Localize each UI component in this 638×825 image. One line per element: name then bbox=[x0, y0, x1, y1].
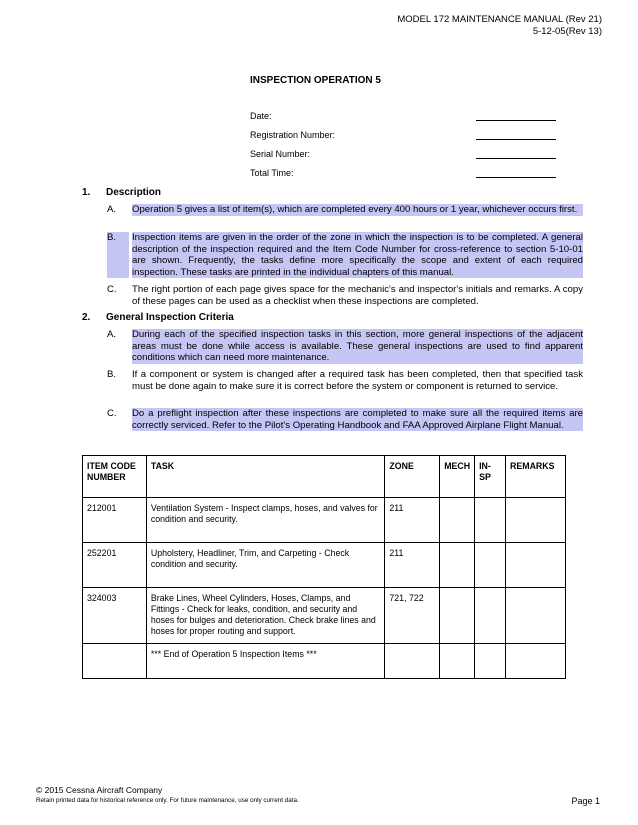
date-blank[interactable] bbox=[476, 110, 556, 121]
col-header-mech: MECH bbox=[440, 456, 475, 498]
registration-number-field bbox=[250, 121, 556, 140]
table-header-row bbox=[83, 456, 566, 498]
table-row bbox=[83, 588, 566, 644]
registration-number-blank[interactable] bbox=[476, 129, 556, 140]
date-field bbox=[250, 102, 556, 121]
zone-cell: 211 bbox=[385, 498, 440, 543]
copyright-notice: © 2015 Cessna Aircraft Company bbox=[36, 785, 163, 795]
table-end-row bbox=[83, 644, 566, 679]
item-text: Do a preflight inspection after these inspections are completed to make sure all the required items are correctly serviced. Refer to the Pilot's Operating Handbook and FAA Approved Airplane Flight Manual. bbox=[132, 408, 583, 431]
item-text: If a component or system is changed after a required task has been completed, then that specified task must be done again to make sure it is correct before the system or component is returned to service. bbox=[132, 369, 583, 392]
item-code-cell: 212001 bbox=[83, 498, 147, 543]
mech-cell[interactable] bbox=[440, 543, 475, 588]
page-number: Page 1 bbox=[571, 796, 600, 806]
col-header-remarks: REMARKS bbox=[506, 456, 566, 498]
zone-cell bbox=[385, 644, 440, 679]
task-cell: Upholstery, Headliner, Trim, and Carpeting - Check condition and security. bbox=[146, 543, 385, 588]
criteria-item-a bbox=[107, 329, 583, 364]
section-heading-description bbox=[82, 187, 161, 198]
total-time-blank[interactable] bbox=[476, 167, 556, 178]
serial-number-blank[interactable] bbox=[476, 148, 556, 159]
item-letter: A. bbox=[107, 329, 117, 340]
remarks-cell[interactable] bbox=[506, 498, 566, 543]
section-title: General Inspection Criteria bbox=[106, 312, 234, 323]
section-title: Description bbox=[106, 187, 162, 198]
item-text: During each of the specified inspection tasks in this section, more general inspections of the adjacent areas must be done while access is available. These general inspections are used to find apparent conditions which can need more maintenance. bbox=[132, 329, 583, 364]
section-number: 1. bbox=[82, 187, 91, 198]
zone-cell: 721, 722 bbox=[385, 588, 440, 644]
registration-number-label: Registration Number: bbox=[250, 130, 336, 140]
remarks-cell bbox=[506, 644, 566, 679]
mech-cell bbox=[440, 644, 475, 679]
task-cell: Brake Lines, Wheel Cylinders, Hoses, Clamps, and Fittings - Check for leaks, condition, and security and hoses for bulges and deterioration. Check brake lines and hoses for proper routing and support. bbox=[146, 588, 385, 644]
record-fields bbox=[250, 102, 556, 178]
item-text: The right portion of each page gives space for the mechanic's and inspector's initials and remarks. A copy of these pages can be used as a checklist when these inspections are completed. bbox=[132, 284, 583, 307]
section-heading-general-inspection-criteria bbox=[82, 312, 234, 323]
description-item-b bbox=[107, 232, 583, 278]
description-item-c bbox=[107, 284, 583, 307]
item-code-cell: 252201 bbox=[83, 543, 147, 588]
serial-number-field bbox=[250, 140, 556, 159]
retention-notice: Retain printed data for historical reference only. For future maintenance, use only current data. bbox=[36, 797, 299, 804]
item-letter: B. bbox=[107, 369, 117, 380]
item-letter: C. bbox=[107, 408, 117, 419]
section-number: 2. bbox=[82, 312, 91, 323]
total-time-label: Total Time: bbox=[250, 168, 294, 178]
table-row bbox=[83, 498, 566, 543]
serial-number-label: Serial Number: bbox=[250, 149, 311, 159]
insp-cell bbox=[475, 644, 506, 679]
item-code-cell: 324003 bbox=[83, 588, 147, 644]
mech-cell[interactable] bbox=[440, 588, 475, 644]
item-letter: B. bbox=[107, 232, 129, 278]
section-revision: 5-12-05(Rev 13) bbox=[532, 26, 602, 37]
total-time-field bbox=[250, 159, 556, 178]
running-header bbox=[397, 14, 602, 38]
item-code-cell bbox=[83, 644, 147, 679]
page-title: INSPECTION OPERATION 5 bbox=[250, 75, 381, 86]
item-text: Inspection items are given in the order of the zone in which the inspection is to be completed. A general description of the inspection required and the Item Code Number for cross-reference to section 5-10-01 are shown. Frequently, the tasks define more specifically the scope and extent of each required inspection. These tasks are printed in the individual chapters of this manual. bbox=[132, 232, 583, 278]
item-letter: A. bbox=[107, 204, 117, 215]
remarks-cell[interactable] bbox=[506, 588, 566, 644]
criteria-item-b bbox=[107, 369, 583, 392]
manual-title: MODEL 172 MAINTENANCE MANUAL (Rev 21) bbox=[397, 14, 602, 25]
criteria-item-c bbox=[107, 408, 583, 431]
remarks-cell[interactable] bbox=[506, 543, 566, 588]
insp-cell[interactable] bbox=[475, 543, 506, 588]
date-label: Date: bbox=[250, 111, 272, 121]
mech-cell[interactable] bbox=[440, 498, 475, 543]
col-header-item-code: ITEM CODE NUMBER bbox=[83, 456, 147, 498]
description-item-a bbox=[107, 204, 583, 216]
item-letter: C. bbox=[107, 284, 117, 295]
inspection-table bbox=[82, 455, 566, 679]
footer bbox=[36, 785, 299, 804]
insp-cell[interactable] bbox=[475, 498, 506, 543]
task-cell: Ventilation System - Inspect clamps, hoses, and valves for condition and security. bbox=[146, 498, 385, 543]
zone-cell: 211 bbox=[385, 543, 440, 588]
col-header-insp: IN-SP bbox=[475, 456, 506, 498]
table-row bbox=[83, 543, 566, 588]
insp-cell[interactable] bbox=[475, 588, 506, 644]
col-header-zone: ZONE bbox=[385, 456, 440, 498]
col-header-task: TASK bbox=[146, 456, 385, 498]
end-of-items-cell: *** End of Operation 5 Inspection Items *** bbox=[146, 644, 385, 679]
item-text: Operation 5 gives a list of item(s), which are completed every 400 hours or 1 year, whichever occurs first. bbox=[132, 204, 583, 216]
